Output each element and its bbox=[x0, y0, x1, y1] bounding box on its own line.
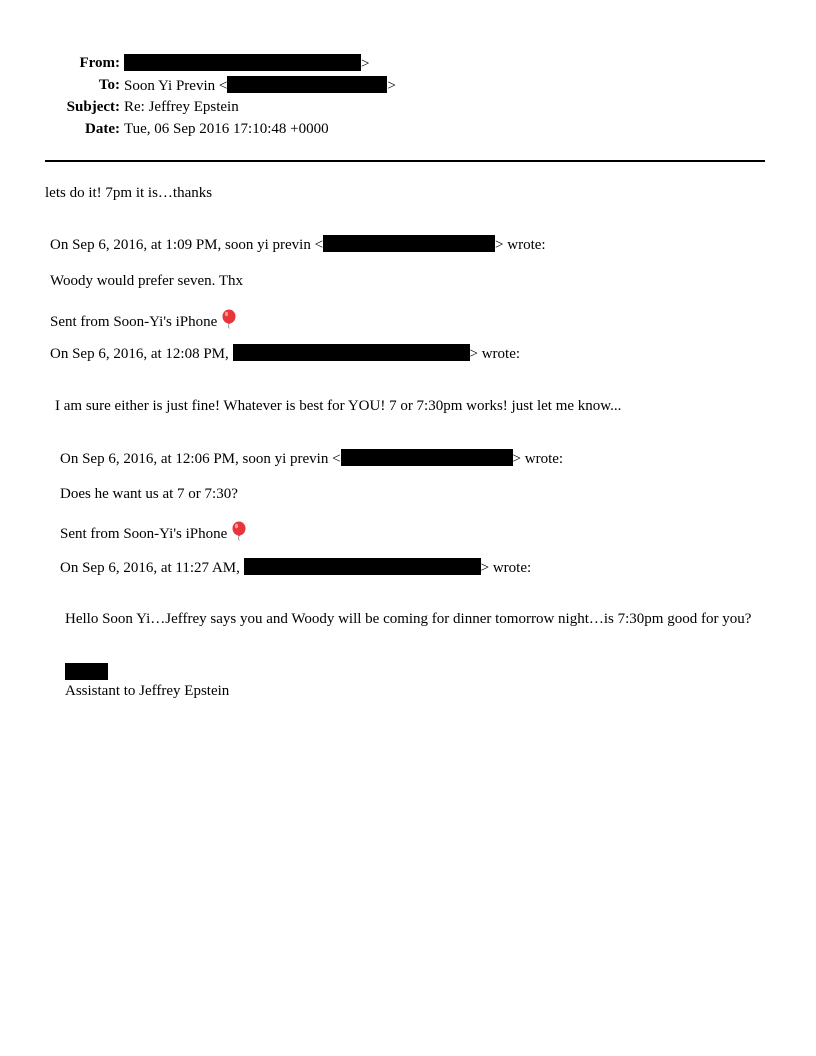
balloon-emoji-icon bbox=[221, 309, 237, 334]
quote4-header bbox=[60, 558, 531, 577]
quote1-text: Woody would prefer seven. Thx bbox=[50, 273, 244, 289]
redacted-email-block bbox=[233, 344, 470, 361]
quote3-text: Does he want us at 7 or 7:30? bbox=[60, 486, 238, 502]
quote1-signature bbox=[50, 309, 237, 334]
to-value bbox=[124, 76, 396, 95]
redacted-email-block bbox=[124, 54, 361, 71]
redacted-name-block bbox=[65, 663, 108, 680]
subject-value: Re: Jeffrey Epstein bbox=[124, 99, 239, 115]
quote3-header-post: > wrote: bbox=[512, 451, 564, 467]
from-label: From: bbox=[79, 55, 120, 71]
quote3-sig-text: Sent from Soon-Yi's iPhone bbox=[60, 526, 228, 542]
quote4-text: Hello Soon Yi…Jeffrey says you and Woody will be coming for dinner tomorrow night…is 7:30pm good for you? bbox=[65, 611, 752, 627]
to-name: Soon Yi Previn < bbox=[124, 78, 228, 94]
from-suffix: > bbox=[361, 56, 370, 72]
reply-text: lets do it! 7pm it is…thanks bbox=[45, 185, 213, 201]
quote3-signature bbox=[60, 521, 247, 546]
quote4-signature-title: Assistant to Jeffrey Epstein bbox=[65, 683, 230, 699]
quote4-header-pre: On Sep 6, 2016, at 11:27 AM, bbox=[60, 560, 240, 576]
quote1-header-pre: On Sep 6, 2016, at 1:09 PM, soon yi previn < bbox=[50, 237, 324, 253]
quote4-header-post: > wrote: bbox=[480, 560, 532, 576]
quote2-text: I am sure either is just fine! Whatever is best for YOU! 7 or 7:30pm works! just let me know... bbox=[55, 398, 622, 414]
redacted-email-block bbox=[323, 235, 495, 252]
date-label: Date: bbox=[85, 121, 120, 137]
redacted-email-block bbox=[244, 558, 481, 575]
redacted-email-block bbox=[341, 449, 513, 466]
redacted-email-block bbox=[227, 76, 387, 93]
date-value: Tue, 06 Sep 2016 17:10:48 +0000 bbox=[124, 121, 329, 137]
quote2-header-post: > wrote: bbox=[469, 346, 521, 362]
quote3-header-pre: On Sep 6, 2016, at 12:06 PM, soon yi previn < bbox=[60, 451, 341, 467]
to-suffix: > bbox=[387, 78, 396, 94]
quote2-header bbox=[50, 344, 520, 363]
quote1-header-post: > wrote: bbox=[495, 237, 546, 253]
quote2-header-pre: On Sep 6, 2016, at 12:08 PM, bbox=[50, 346, 229, 362]
quote1-header bbox=[50, 235, 546, 254]
from-value bbox=[124, 54, 369, 73]
subject-label: Subject: bbox=[66, 99, 120, 115]
to-label: To: bbox=[98, 77, 120, 93]
balloon-emoji-icon bbox=[231, 521, 247, 546]
header-divider bbox=[45, 160, 765, 162]
quote1-sig-text: Sent from Soon-Yi's iPhone bbox=[50, 314, 218, 330]
quote3-header bbox=[60, 449, 563, 468]
